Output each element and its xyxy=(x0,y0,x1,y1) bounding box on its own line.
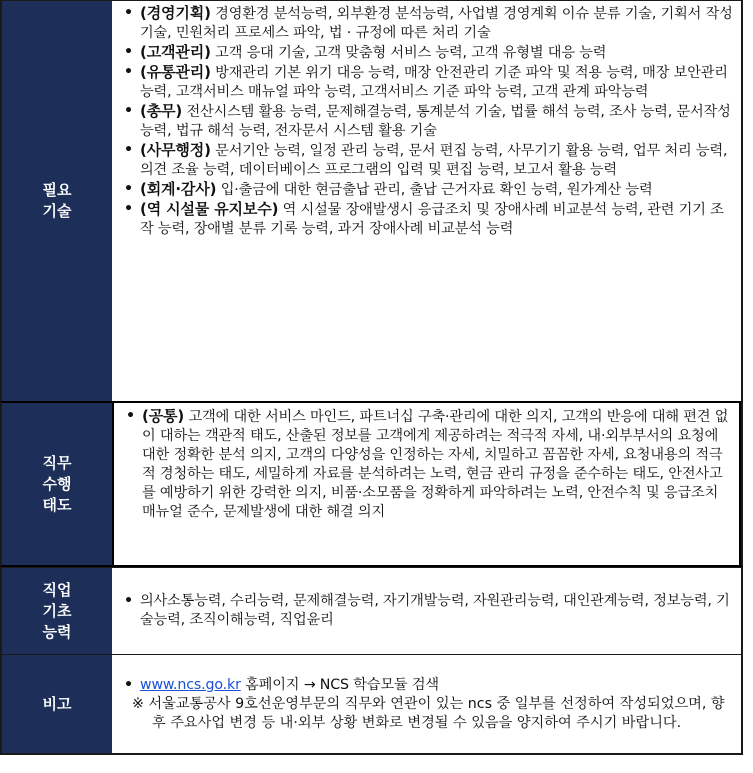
skill-item-customer: • (고객관리) 고객 응대 기술, 고객 맞춤형 서비스 능력, 고객 유형별 대응 능력 xyxy=(124,43,607,61)
remarks-note: ※ 서울교통공사 9호선운영부문의 직무와 연관이 있는 ncs 중 일부를 선정하여 작성되었으며, 향후 주요사업 변경 등 내·외부 상황 변화로 변경될 수 있음을 양지하여 주시기 바랍니다. xyxy=(132,695,725,731)
remarks-link-item xyxy=(124,676,733,695)
basic-competency-row xyxy=(0,567,743,654)
remarks-content xyxy=(112,655,741,753)
remarks-header xyxy=(2,655,112,753)
basic-header xyxy=(2,568,112,654)
bullet-icon: • xyxy=(124,44,133,60)
link-description: 홈페이지 → NCS 학습모듈 검색 xyxy=(240,676,439,693)
ncs-website-link[interactable]: www.ncs.go.kr xyxy=(140,676,241,693)
basic-header-label: 직업 기초 능력 xyxy=(42,580,72,641)
skills-header-label: 필요 기술 xyxy=(42,181,72,220)
bullet-icon: • xyxy=(124,201,133,217)
attitude-item-common: • (공통) 고객에 대한 서비스 마인드, 파트너십 구축·관리에 대한 의지, 고객의 반응에 대해 편견 없이 대하는 객관적 태도, 산출된 정보를 고객에게 제공하려는 적극적 자세, 내·외부부서의 요청에 대한 정확한 분석 의지, 고객의 다양성을 인정하는 자세, 치밀하고 꼼꼼한 자세, 요청내용의 적극적 경청하는 태도, 세밀하게 자료를 분석하려는 노력, 현금 관리 규정을 준수하는 태도, 안전사고를 예방하기 위한 강력한 의지, 비품·소모품을 정확하게 파악하려는 노력, 안전수칙 및 응급조치 매뉴얼 준수, 문제발생에 대한 해결 의지 xyxy=(126,407,729,520)
bullet-icon: • xyxy=(126,408,135,424)
attitude-header-label: 직무 수행 태도 xyxy=(42,453,72,514)
skill-item-facility-maintenance: • (역 시설물 유지보수) 역 시설물 장애발생시 응급조치 및 장애사례 비교분석 능력, 관련 기기 조작 능력, 장애별 분류 기록 능력, 과거 장애사례 비교분석 능력 xyxy=(124,200,724,237)
bullet-icon: • xyxy=(124,64,133,80)
bullet-icon: • xyxy=(124,5,133,21)
skill-item-office-admin: • (사무행정) 문서기안 능력, 일정 관리 능력, 문서 편집 능력, 사무기기 활용 능력, 업무 처리 능력, 의견 조율 능력, 데이터베이스 프로그램의 입력 및 편집 능력, 보고서 활용 능력 xyxy=(124,141,728,178)
skills-header xyxy=(2,1,112,401)
attitude-content xyxy=(112,401,741,567)
bullet-icon: • xyxy=(124,593,133,609)
skill-item-accounting: • (회계·감사) 입·출금에 대한 현금출납 관리, 출납 근거자료 확인 능력, 원가계산 능력 xyxy=(124,180,653,198)
bullet-icon: • xyxy=(124,142,133,158)
basic-content xyxy=(112,568,741,654)
remarks-header-label: 비고 xyxy=(42,694,72,713)
basic-item: • 의사소통능력, 수리능력, 문제해결능력, 자기개발능력, 자원관리능력, 대인관계능력, 정보능력, 기술능력, 조직이해능력, 직업윤리 xyxy=(124,593,730,628)
skills-content xyxy=(112,1,741,401)
bullet-icon: • xyxy=(124,676,133,693)
attitude-header xyxy=(2,403,112,565)
skill-item-general-affairs: • (총무) 전산시스템 활용 능력, 문제해결능력, 통계분석 기술, 법률 해석 능력, 조사 능력, 문서작성 능력, 법규 해석 능력, 전자문서 시스템 활용 기술 xyxy=(124,102,731,139)
skill-item-management: • (경영기획) 경영환경 분석능력, 외부환경 분석능력, 사업별 경영계획 이슈 분류 기술, 기획서 작성 기술, 민원처리 프로세스 파악, 법 · 규정에 따른 처리 기술 xyxy=(124,4,733,41)
bullet-icon: • xyxy=(124,103,133,119)
remarks-row xyxy=(0,654,743,755)
skill-item-distribution: • (유통관리) 방재관리 기본 위기 대응 능력, 매장 안전관리 기준 파악 및 적용 능력, 매장 보안관리 능력, 고객서비스 매뉴얼 파악 능력, 고객서비스 기준 파악 능력, 고객 관계 파악능력 xyxy=(124,63,728,100)
bullet-icon: • xyxy=(124,181,133,197)
attitude-row xyxy=(0,401,743,567)
